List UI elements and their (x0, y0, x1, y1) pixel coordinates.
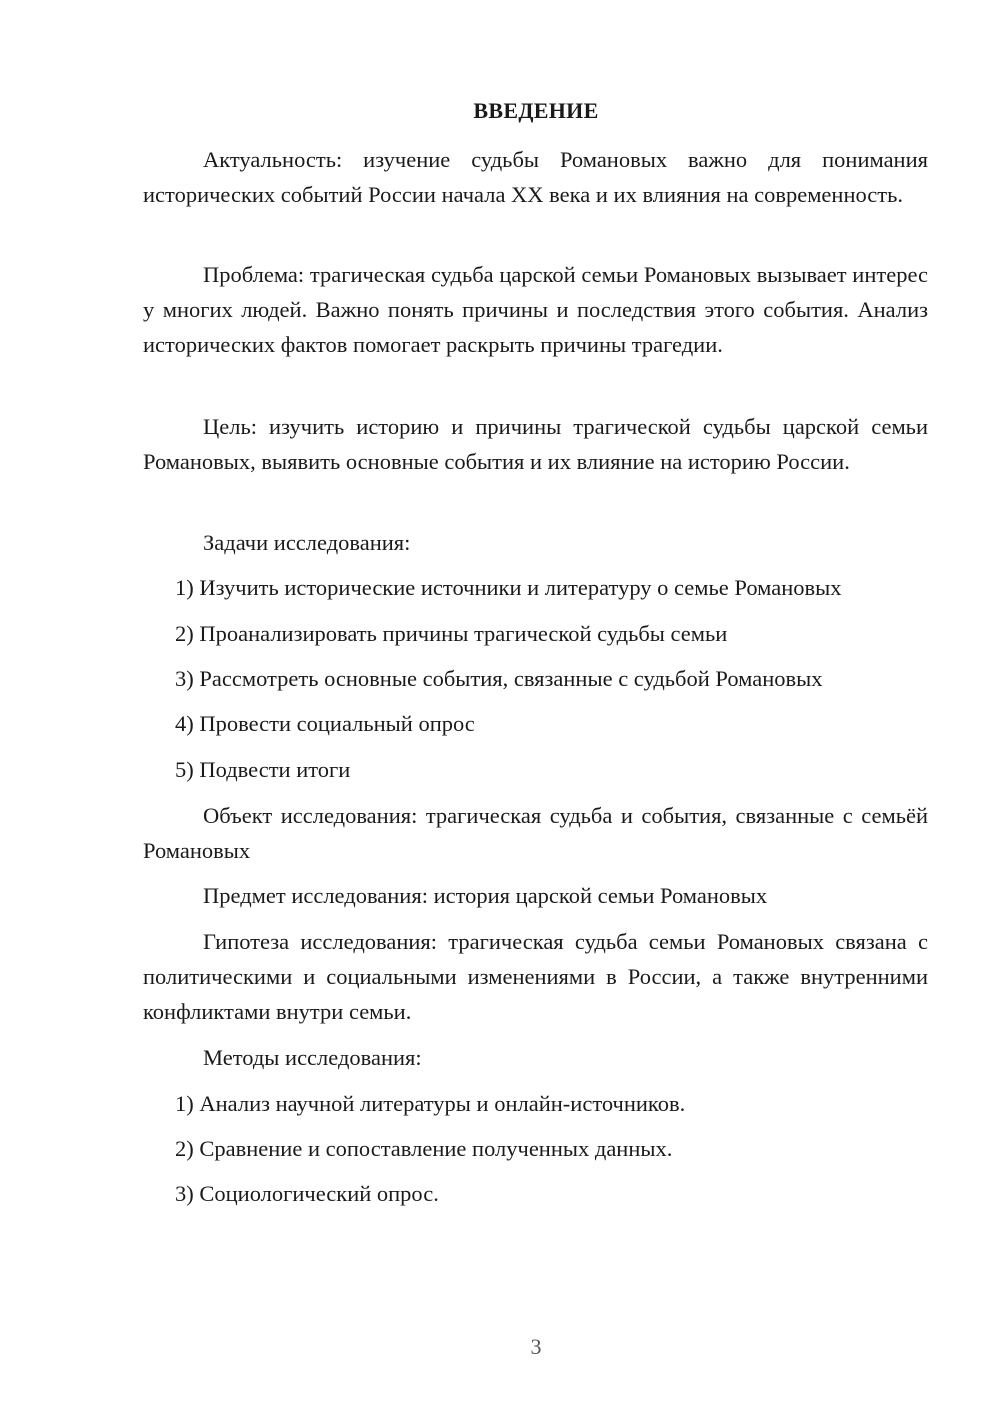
method-item: 1) Анализ научной литературы и онлайн-источников. (175, 1091, 686, 1116)
object-paragraph: Объект исследования: трагическая судьба и события, связанные с семьёй Романовых (143, 803, 928, 863)
tasks-heading: Задачи исследования: (203, 530, 411, 555)
method-item: 3) Социологический опрос. (175, 1181, 439, 1206)
task-item: 2) Проанализировать причины трагической судьбы семьи (175, 621, 728, 646)
task-item: 5) Подвести итоги (175, 757, 351, 782)
subject-paragraph: Предмет исследования: история царской семьи Романовых (203, 883, 768, 908)
page-number: 3 (530, 1334, 542, 1359)
hypothesis-paragraph: Гипотеза исследования: трагическая судьба семьи Романовых связана с политическими и социальными изменениями в России, а также внутренними конфликтами внутри семьи. (143, 929, 928, 1024)
task-item: 1) Изучить исторические источники и литературу о семье Романовых (175, 575, 842, 600)
problem-paragraph: Проблема: трагическая судьба царской семьи Романовых вызывает интерес у многих людей. Важно понять причины и последствия этого события. Анализ исторических фактов помогает раскрыть причины трагедии. (143, 262, 928, 357)
goal-paragraph: Цель: изучить историю и причины трагической судьбы царской семьи Романовых, выявить основные события и их влияние на историю России. (143, 414, 928, 474)
task-item: 3) Рассмотреть основные события, связанные с судьбой Романовых (175, 666, 823, 691)
methods-heading: Методы исследования: (203, 1045, 422, 1070)
method-item: 2) Сравнение и сопоставление полученных данных. (175, 1136, 673, 1161)
task-item: 4) Провести социальный опрос (175, 711, 475, 736)
relevance-paragraph: Актуальность: изучение судьбы Романовых важно для понимания исторических событий России начала XX века и их влияния на современность. (143, 147, 928, 207)
page-title: ВВЕДЕНИЕ (473, 98, 599, 123)
